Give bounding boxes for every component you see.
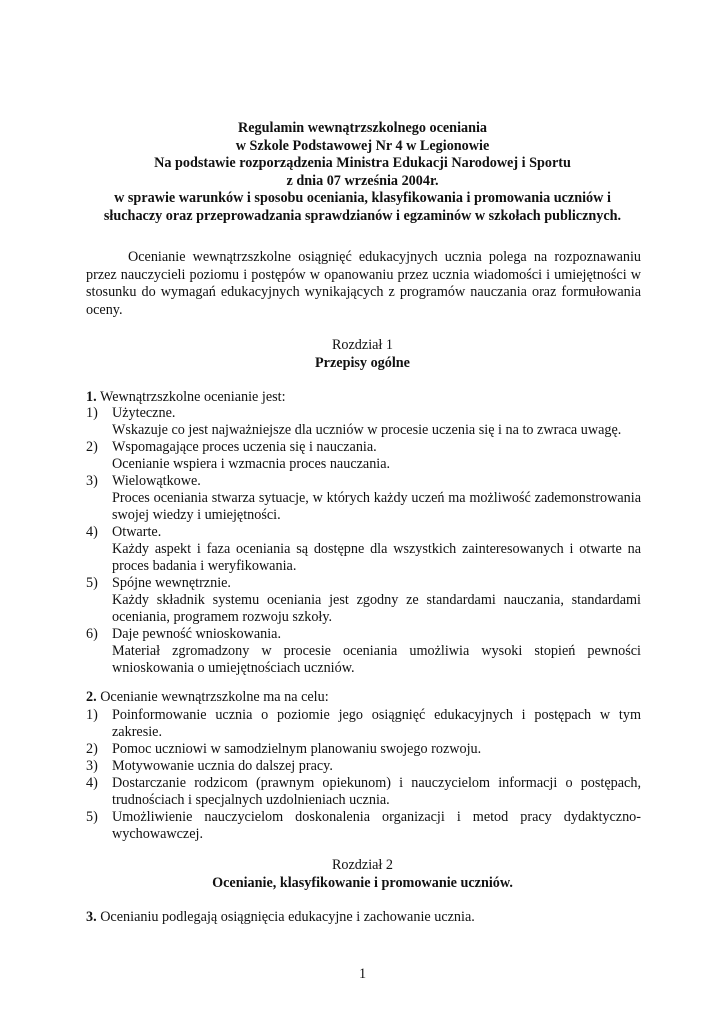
header-subject-line-cont: słuchaczy oraz przeprowadzania sprawdzianów i egzaminów w szkołach publicznych. [103,207,622,224]
list-item-number: 4) [86,775,98,791]
list-item [86,809,641,843]
section-1-list [86,405,641,677]
list-item-number: 5) [86,809,98,825]
list-item [86,473,641,524]
list-item-number: 4) [86,524,98,540]
section-number: 1. [86,389,97,405]
list-item-number: 6) [86,626,98,642]
chapter-title: Ocenianie, klasyfikowanie i promowanie uczniów. [212,874,513,891]
section-text: Wewnątrzszkolne ocenianie jest: [99,389,286,405]
list-item-number: 3) [86,473,98,489]
list-item-text: Umożliwienie nauczycielom doskonalenia organizacji i metod pracy dydaktyczno-wychowawczej. [112,809,641,842]
section-2-list [86,707,641,843]
list-item-description: Każdy aspekt i faza oceniania są dostępne dla wszystkich zainteresowanych i otwarte na proces badania i weryfikowania. [112,541,641,574]
page-number: 1 [358,966,367,982]
header-date-line: z dnia 07 września 2004r. [286,172,439,189]
list-item [86,575,641,626]
section-number: 3. [86,909,97,925]
header-subject-line: w sprawie warunków i sposobu oceniania, klasyfikowania i promowania uczniów i [114,190,611,206]
chapter-label: Rozdział 2 [331,857,394,873]
list-item-number: 5) [86,575,98,591]
list-item [86,775,641,809]
section-text: Ocenianiu podlegają osiągnięcia edukacyjne i zachowanie ucznia. [100,909,475,925]
list-item-description: Każdy składnik systemu oceniania jest zgodny ze standardami nauczania, standardami oceniania, programem rozwoju szkoły. [112,592,641,625]
list-item-heading: Spójne wewnętrznie. [112,575,231,591]
chapter-title: Przepisy ogólne [315,354,410,371]
list-item-description: Wskazuje co jest najważniejsze dla uczniów w procesie uczenia się i na to zwraca uwagę. [112,422,622,438]
list-item [86,626,641,677]
list-item-heading: Użyteczne. [112,405,176,421]
list-item [86,524,641,575]
list-item-heading: Wielowątkowe. [112,473,201,489]
list-item-number: 1) [86,707,98,723]
list-item-number: 2) [86,741,98,757]
section-2-intro [86,689,646,707]
list-item [86,707,641,741]
list-item-heading: Otwarte. [112,524,162,540]
list-item-number: 2) [86,439,98,455]
section-number: 2. [86,689,97,705]
list-item-description: Materiał zgromadzony w procesie oceniania umożliwia wysoki stopień pewności wnioskowania o umiejętnościach uczniów. [112,643,641,676]
list-item-text: Pomoc uczniowi w samodzielnym planowaniu swojego rozwoju. [112,741,482,757]
list-item [86,439,641,473]
header-school-line: w Szkole Podstawowej Nr 4 w Legionowie [235,137,490,154]
list-item-text: Poinformowanie ucznia o poziomie jego osiągnięć edukacyjnych i postępach w tym zakresie. [112,707,641,740]
intro-paragraph: Ocenianie wewnątrzszkolne osiągnięć edukacyjnych ucznia polega na rozpoznawaniu przez nauczycieli poziomu i postępów w opanowaniu przez ucznia wiadomości i umiejętności w stosunku do wymagań edukacyjnych wynikających z programów nauczania oraz formułowania oceny. [86,249,641,318]
document-header [40,120,685,225]
section-1-intro [86,389,646,407]
list-item-text: Dostarczanie rodzicom (prawnym opiekunom) i nauczycielom informacji o postępach, trudnościach i specjalnych uzdolnieniach ucznia. [112,775,641,808]
list-item-heading: Wspomagające proces uczenia się i nauczania. [112,439,377,455]
section-3-paragraph [86,909,646,927]
section-text: Ocenianie wewnątrzszkolne ma na celu: [100,689,329,705]
list-item-heading: Daje pewność wnioskowania. [112,626,282,642]
list-item-text: Motywowanie ucznia do dalszej pracy. [112,758,333,774]
list-item [86,405,641,439]
header-regulation-line: Na podstawie rozporządzenia Ministra Edukacji Narodowej i Sportu [154,155,571,171]
list-item-description: Proces oceniania stwarza sytuacje, w których każdy uczeń ma możliwość zademonstrowania swojej wiedzy i umiejętności. [112,490,641,523]
chapter-1-heading [40,337,685,372]
chapter-2-heading [40,857,685,892]
list-item [86,741,641,758]
chapter-label: Rozdział 1 [331,337,394,353]
list-item-description: Ocenianie wspiera i wzmacnia proces nauczania. [112,456,391,472]
list-item-number: 1) [86,405,98,421]
header-title-line: Regulamin wewnątrzszkolnego oceniania [237,120,488,136]
list-item-number: 3) [86,758,98,774]
list-item [86,758,641,775]
